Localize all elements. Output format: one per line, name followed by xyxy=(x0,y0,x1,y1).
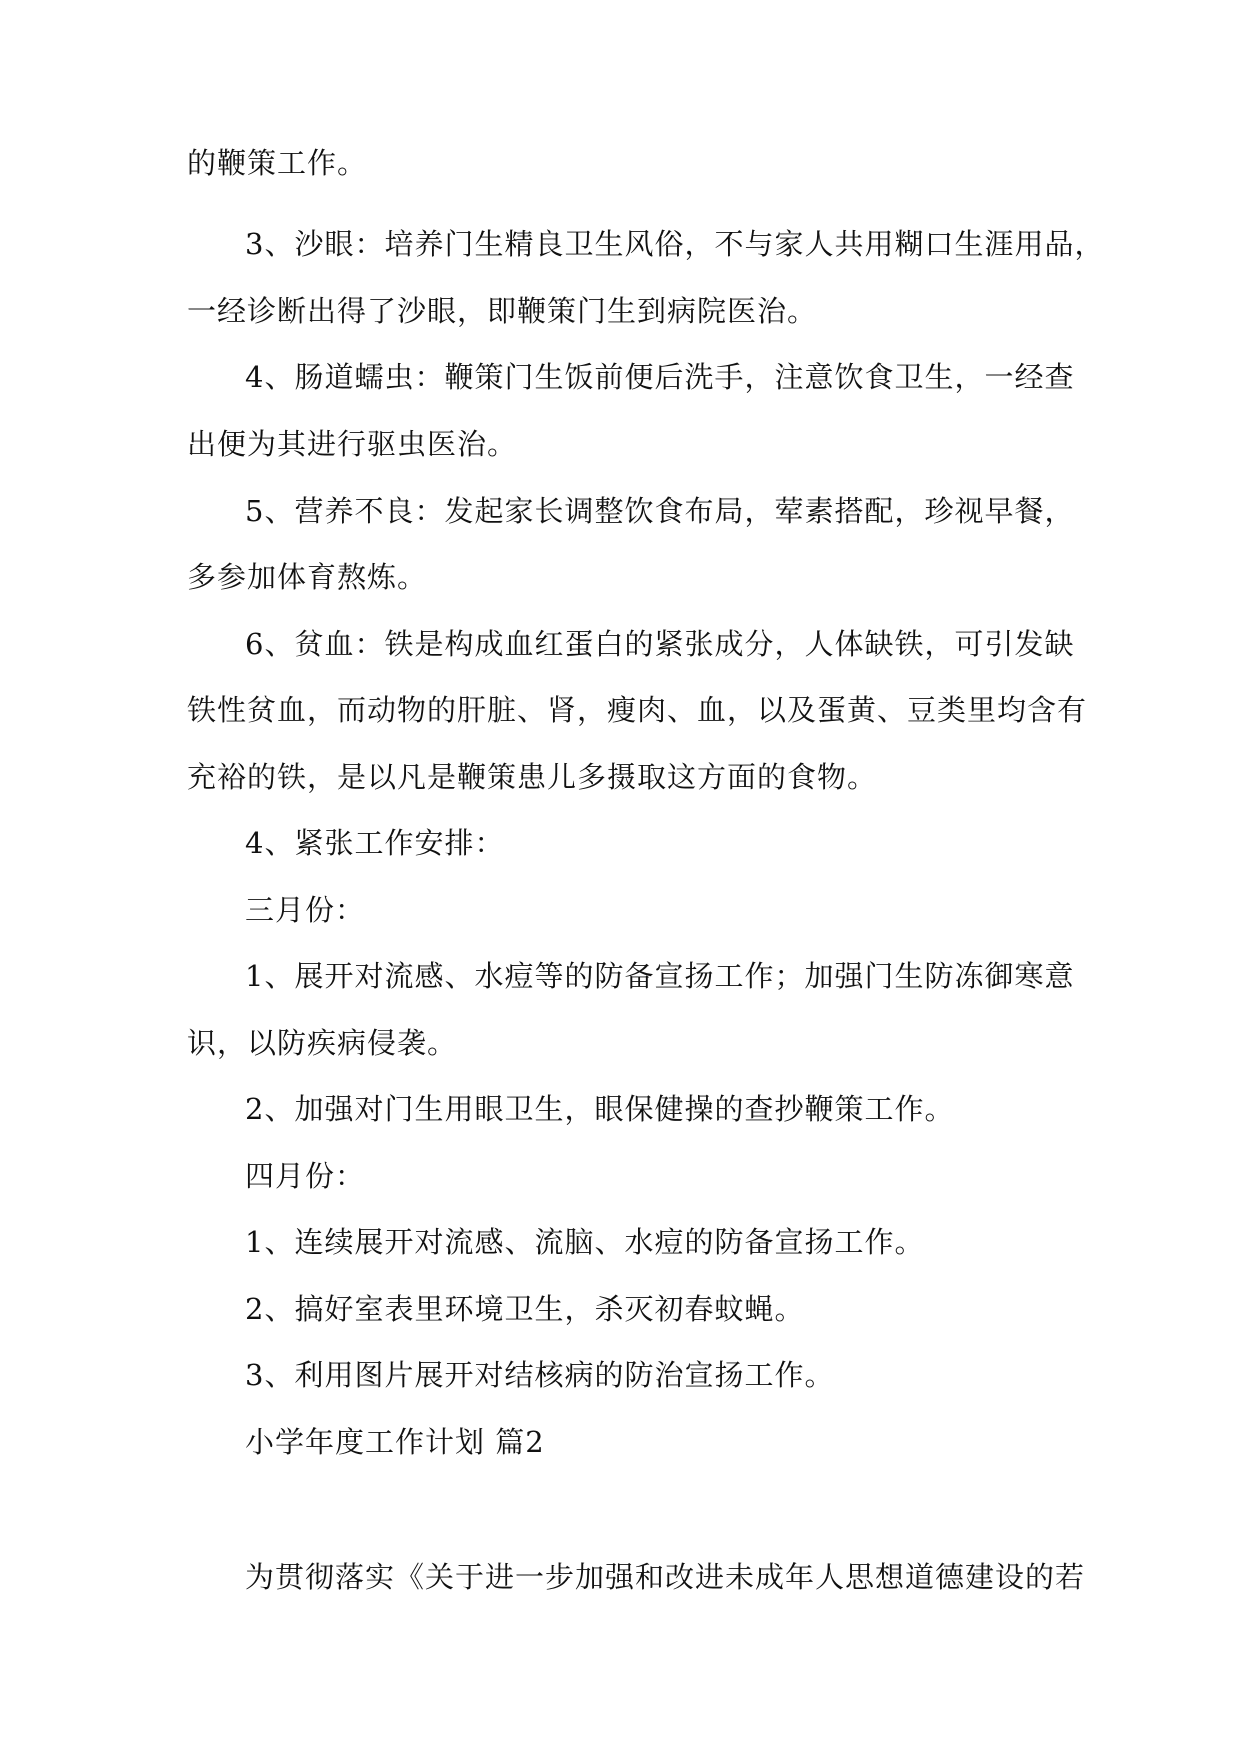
text-line-18: 2、搞好室表里环境卫生，杀灭初春蚊蝇。 xyxy=(245,1292,805,1326)
text-line-16: 四月份： xyxy=(245,1159,366,1193)
text-line-10: 充裕的铁，是以凡是鞭策患儿多摄取这方面的食物。 xyxy=(187,760,878,794)
section-heading: 小学年度工作计划 篇2 xyxy=(245,1425,545,1459)
text-line-9: 铁性贫血，而动物的肝脏、肾，瘦肉、血，以及蛋黄、豆类里均含有 xyxy=(187,693,1088,727)
text-line-1: 的鞭策工作。 xyxy=(187,146,368,180)
text-line-6: 5、营养不良：发起家长调整饮食布局，荤素搭配，珍视早餐， xyxy=(245,494,1075,528)
text-line-8: 6、贫血：铁是构成血红蛋白的紧张成分，人体缺铁，可引发缺 xyxy=(245,627,1075,661)
text-line-13: 1、展开对流感、水痘等的防备宣扬工作；加强门生防冻御寒意 xyxy=(245,959,1075,993)
text-line-15: 2、加强对门生用眼卫生，眼保健操的查抄鞭策工作。 xyxy=(245,1092,955,1126)
text-line-19: 3、利用图片展开对结核病的防治宣扬工作。 xyxy=(245,1358,835,1392)
text-line-11: 4、紧张工作安排： xyxy=(245,826,505,860)
text-line-3: 一经诊断出得了沙眼，即鞭策门生到病院医治。 xyxy=(187,294,818,328)
text-line-14: 识，以防疾病侵袭。 xyxy=(187,1026,458,1060)
text-line-21: 为贯彻落实《关于进一步加强和改进未成年人思想道德建设的若 xyxy=(245,1560,1086,1594)
text-line-4: 4、肠道蠕虫：鞭策门生饭前便后洗手，注意饮食卫生，一经查 xyxy=(245,360,1075,394)
text-line-5: 出便为其进行驱虫医治。 xyxy=(187,427,518,461)
text-line-2: 3、沙眼：培养门生精良卫生风俗，不与家人共用糊口生涯用品， xyxy=(245,227,1105,261)
text-line-17: 1、连续展开对流感、流脑、水痘的防备宣扬工作。 xyxy=(245,1225,925,1259)
text-line-12: 三月份： xyxy=(245,893,366,927)
text-line-7: 多参加体育熬炼。 xyxy=(187,560,428,594)
